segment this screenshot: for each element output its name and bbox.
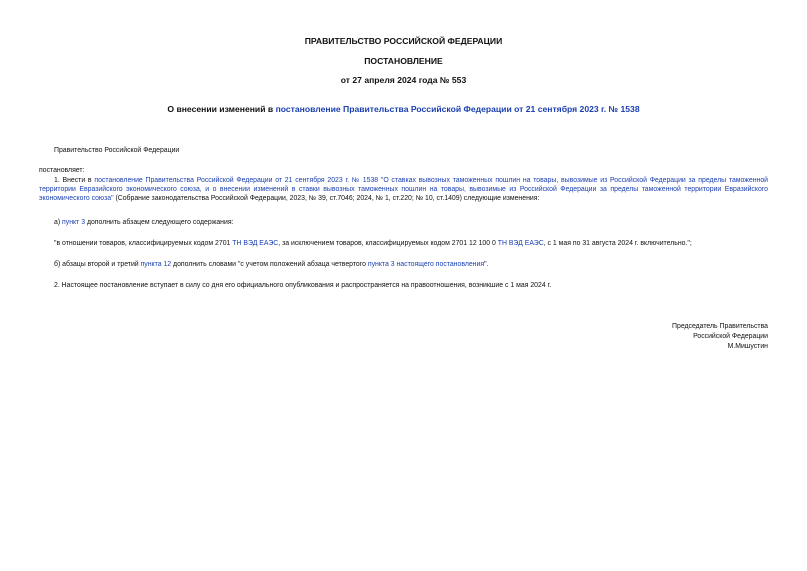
- paragraph-1: [39, 176, 768, 204]
- quote-part-1: "в отношении товаров, классифицируемых кодом 2701: [54, 240, 233, 247]
- paragraph-a-lead: а): [54, 219, 63, 226]
- quote-part-3: , с 1 мая по 31 августа 2024 г. включительно.";: [543, 240, 692, 247]
- quoted-paragraph: [54, 239, 692, 248]
- title-prefix: О внесении изменений в: [167, 104, 276, 114]
- government-heading: ПРАВИТЕЛЬСТВО РОССИЙСКОЙ ФЕДЕРАЦИИ: [304, 36, 503, 46]
- paragraph-2: 2. Настоящее постановление вступает в силу со дня его официального опубликования и распространяется на правоотношения, возникшие с 1 мая 2024 г.: [54, 282, 552, 289]
- paragraph-1-tail: (Собрание законодательства Российской Федерации, 2023, № 39, ст.7046; 2024, № 1, ст.220; № 10, ст.1409) следующие изменения:: [113, 195, 540, 203]
- link-punkt-3-this-decree[interactable]: пункта 3 настоящего постановления: [367, 261, 485, 268]
- paragraph-b-mid: дополнить словами "с учетом положений абзаца четвертого: [171, 261, 368, 268]
- document-title: [0, 104, 807, 114]
- paragraph-1-lead: 1. Внести в: [54, 177, 95, 184]
- signature-position: Председатель Правительства: [672, 323, 768, 330]
- issuer-text: Правительство Российской Федерации: [54, 147, 180, 154]
- signature-org: Российской Федерации: [693, 333, 768, 340]
- paragraph-a-tail: дополнить абзацем следующего содержания:: [85, 219, 234, 226]
- link-tn-ved-1[interactable]: ТН ВЭД ЕАЭС: [232, 240, 279, 247]
- signature-name: М.Мишустин: [727, 343, 768, 350]
- date-number-heading: от 27 апреля 2024 года № 553: [340, 75, 467, 85]
- quote-part-2: , за исключением товаров, классифицируемых кодом 2701 12 100 0: [278, 240, 498, 247]
- paragraph-a: [54, 218, 233, 227]
- paragraph-b-lead: б) абзацы второй и третий: [54, 261, 141, 268]
- link-tn-ved-2[interactable]: ТН ВЭД ЕАЭС: [497, 240, 544, 247]
- paragraph-b: [54, 260, 488, 269]
- document-type-heading: ПОСТАНОВЛЕНИЕ: [364, 56, 443, 66]
- link-punkt-3[interactable]: пункт 3: [62, 219, 86, 226]
- link-punkt-12[interactable]: пункта 12: [140, 261, 172, 268]
- decrees-text: постановляет:: [39, 167, 85, 174]
- signature-block: [672, 322, 768, 352]
- link-decree-1538-full[interactable]: постановление Правительства Российской Федерации от 21 сентября 2023 г. № 1538 "О ставках вывозных таможенных пошлин на товары, вывозимые из Российской Федерации за пределы таможенной территории Евразийского экономического союза, и о внесении изменений в ставки вывозных таможенных пошлин на товары, вывозимые из Российской Федерации за пределы таможенной территории Евразийского экономического союза": [39, 177, 768, 203]
- title-link-decree-1538[interactable]: постановление Правительства Российской Федерации от 21 сентября 2023 г. № 1538: [275, 104, 640, 114]
- paragraph-b-tail: ".: [484, 261, 489, 268]
